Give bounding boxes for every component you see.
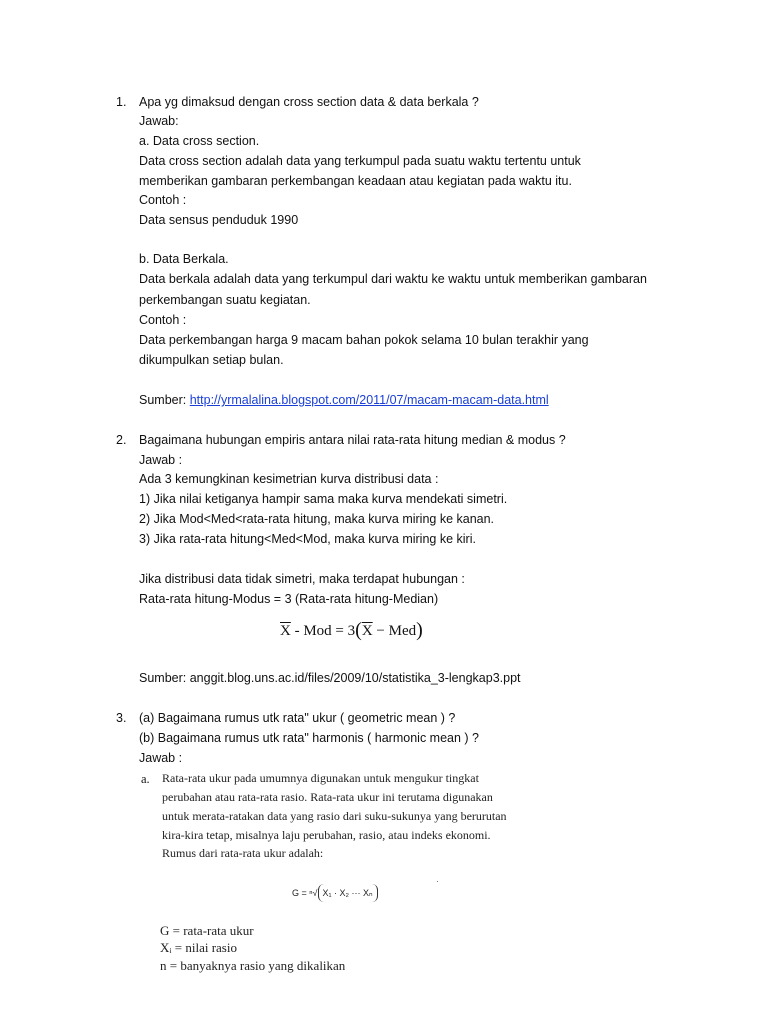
source-line: Sumber: anggit.blog.uns.ac.id/files/2009/10/statistika_3-lengkap3.ppt bbox=[139, 671, 521, 685]
geometric-mean-formula bbox=[292, 884, 378, 902]
answer-label: Jawab : bbox=[139, 453, 183, 467]
formula-product: X₁ · X₂ ··· Xₙ bbox=[318, 884, 378, 902]
list-item: 2) Jika Mod<Med<rata-rata hitung, maka kurva miring ke kanan. bbox=[139, 512, 495, 526]
formula-lhs: G = bbox=[292, 888, 310, 898]
subheading: a. Data cross section. bbox=[139, 134, 260, 148]
paragraph-line: Rata-rata hitung-Modus = 3 (Rata-rata hitung-Median) bbox=[139, 592, 439, 606]
source-label: Sumber: bbox=[139, 393, 190, 407]
root-icon: ⁿ√ bbox=[309, 888, 318, 898]
answer-label: Jawab: bbox=[139, 114, 179, 128]
question-text: Bagaimana hubungan empiris antara nilai rata-rata hitung median & modus ? bbox=[139, 433, 566, 447]
example-label: Contoh : bbox=[139, 313, 187, 327]
scan-item-label: a. bbox=[141, 772, 150, 786]
paragraph-line: Jika distribusi data tidak simetri, maka terdapat hubungan : bbox=[139, 572, 465, 586]
question-text: Apa yg dimaksud dengan cross section data & data berkala ? bbox=[139, 95, 479, 109]
source-link[interactable]: http://yrmalalina.blogspot.com/2011/07/macam-macam-data.html bbox=[189, 393, 549, 407]
formula-mean-symbol: $\overline{X}$ bbox=[280, 623, 291, 639]
subheading: b. Data Berkala. bbox=[139, 252, 229, 266]
median-mode-formula: $\overline{X}$ - Mod = $3(\overline{X} - Med)$ bbox=[280, 619, 423, 641]
formula-part: - Mod = 3 bbox=[290, 623, 356, 639]
formula-mean-symbol: $\overline{X}$ bbox=[361, 623, 373, 639]
list-item: 1) Jika nilai ketiganya hampir sama maka kurva mendekati simetri. bbox=[139, 492, 508, 506]
scan-speck bbox=[437, 881, 438, 882]
paragraph-line: Ada 3 kemungkinan kesimetrian kurva distribusi data : bbox=[139, 472, 439, 486]
question-number: 1. bbox=[116, 95, 127, 109]
question-number: 2. bbox=[116, 433, 127, 447]
scanned-paragraph-line: Rumus dari rata-rata ukur adalah: bbox=[162, 846, 324, 860]
paragraph-line: memberikan gambaran perkembangan keadaan atau kegiatan pada waktu itu. bbox=[139, 174, 572, 188]
example-text: Data perkembangan harga 9 macam bahan pokok selama 10 bulan terakhir yang bbox=[139, 333, 589, 347]
example-text: Data sensus penduduk 1990 bbox=[139, 213, 299, 227]
example-text: dikumpulkan setiap bulan. bbox=[139, 353, 284, 367]
scanned-paragraph-line: perubahan atau rata-rata rasio. Rata-rata ukur ini terutama digunakan bbox=[162, 790, 493, 804]
question-text: (a) Bagaimana rumus utk rata" ukur ( geometric mean ) ? bbox=[139, 711, 456, 725]
paragraph-line: Data berkala adalah data yang terkumpul dari waktu ke waktu untuk memberikan gambaran bbox=[139, 272, 647, 286]
source-line bbox=[139, 390, 549, 410]
scanned-paragraph-line: Rata-rata ukur pada umumnya digunakan untuk mengukur tingkat bbox=[162, 771, 479, 785]
answer-label: Jawab : bbox=[139, 751, 183, 765]
definition-line: n = banyaknya rasio yang dikalikan bbox=[160, 958, 346, 973]
example-label: Contoh : bbox=[139, 193, 187, 207]
question-number: 3. bbox=[116, 711, 127, 725]
list-item: 3) Jika rata-rata hitung<Med<Mod, maka kurva miring ke kiri. bbox=[139, 532, 476, 546]
scanned-paragraph-line: kira-kira tetap, misalnya laju perubahan, rasio, atau indeks ekonomi. bbox=[162, 828, 491, 842]
scanned-paragraph-line: untuk merata-ratakan data yang rasio dari suku-sukunya yang berurutan bbox=[162, 809, 507, 823]
definition-line: G = rata-rata ukur bbox=[160, 923, 254, 938]
paragraph-line: perkembangan suatu kegiatan. bbox=[139, 293, 311, 307]
paragraph-line: Data cross section adalah data yang terkumpul pada suatu waktu tertentu untuk bbox=[139, 154, 581, 168]
formula-part: − Med bbox=[372, 623, 417, 639]
question-text: (b) Bagaimana rumus utk rata" harmonis ( harmonic mean ) ? bbox=[139, 731, 479, 745]
definition-line: Xᵢ = nilai rasio bbox=[160, 940, 237, 955]
